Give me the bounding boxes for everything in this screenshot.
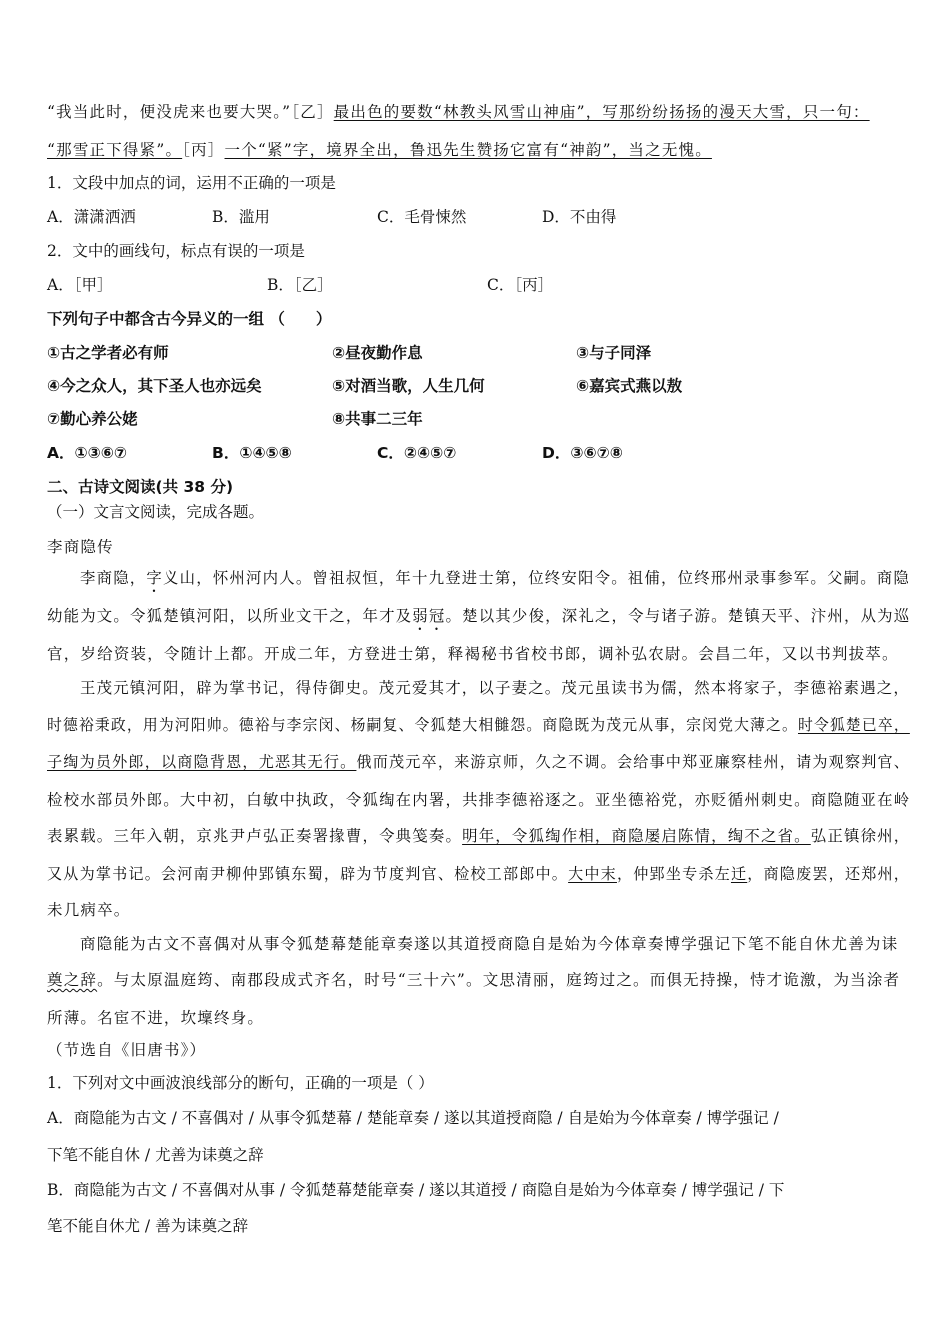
passage-text: 。与太原温庭筠、南郡段成式齐名，时号“三十六”。文思清丽，庭筠过之。而俱无持操，恃才诡激，为当涂者 [97,971,901,989]
passage-line [47,606,910,634]
sentence-item: ⑥嘉宾式燕以敖 [576,377,683,395]
underlined-sentence: 最出色的要数“林教头风雪山神庙”，写那纷纷扬扬的漫天大雪，只一句： [333,103,870,121]
question-stem: 2．文中的画线句，标点有误的一项是 [47,242,305,260]
sentence-item: ⑧共事二三年 [332,410,423,428]
option-c[interactable]: C．②④⑤⑦ [377,444,457,462]
dotted-word: 字 [146,569,164,587]
option-d[interactable]: D．③⑥⑦⑧ [542,444,623,462]
underlined-sentence: 明年，令狐绹作相，商隐屡启陈情，绹不之省。 [462,827,811,845]
passage-text: 又从为掌书记。会河南尹柳仲郢镇东蜀，辟为节度判官、检校工部郎中。 [47,865,569,883]
section-subheading: （一）文言文阅读，完成各题。 [47,503,265,521]
option-a-continued[interactable]: 下笔不能自休 / 尤善为诔奠之辞 [47,1146,264,1164]
passage-line [47,715,910,735]
passage-line: 王茂元镇河阳，辟为掌书记，得侍御史。茂元爱其才，以子妻之。茂元虽读书为儒，然本将家子，李德裕素遇之， [80,679,911,697]
wavy-underlined-text: 奠之辞 [47,971,98,989]
passage-line: 官，岁给资装，令随计上都。开成二年，方登进士第，释褐秘书省校书郎，调补弘农尉。会昌二年，又以书判拔萃。 [47,645,899,663]
passage-line: 商隐能为古文不喜偶对从事令狐楚幕楚能章奏遂以其道授商隐自是始为今体章奏博学强记下笔不能自休尤善为诔 [80,935,899,953]
option-b-continued[interactable]: 笔不能自休尤 / 善为诔奠之辞 [47,1217,249,1235]
sentence-item: ②昼夜勤作息 [332,344,423,362]
passage-line [47,752,910,772]
option-b[interactable]: B．①④⑤⑧ [212,444,292,462]
option-a[interactable]: A．商隐能为古文 / 不喜偶对 / 从事令狐楚幕 / 楚能章奏 / 遂以其道授商隐 / 自是始为今体章奏 / 博学强记 / [47,1109,779,1127]
underlined-word: 大中末 [568,865,617,883]
option-a[interactable]: A．潇潇洒洒 [47,208,136,226]
sentence-item: ③与子同泽 [576,344,652,362]
passage-text: 李商隐， [80,569,147,587]
passage-text: 时德裕秉政，用为河阳帅。德裕与李宗闵、杨嗣复、令狐楚大相雠怨。商隐既为茂元从事，宗闵党大薄之。 [47,716,798,734]
question-stem: 1．下列对文中画波浪线部分的断句，正确的一项是（ ） [47,1074,434,1092]
underlined-word: 迁 [730,865,748,883]
section-heading: 二、古诗文阅读(共 38 分) [47,478,234,496]
passage-line [80,568,910,596]
sentence-item: ⑤对酒当歌，人生几何 [332,377,485,395]
sentence-item: ④今之众人，其下圣人也亦远矣 [47,377,262,395]
underlined-sentence: 时令狐楚已卒， [797,716,910,734]
passage-text: “我当此时，便没虎来也要大哭。” [47,103,292,121]
underlined-sentence: “那雪正下得紧”。 [47,141,183,159]
option-b[interactable]: B．［乙］ [267,276,333,294]
passage-line [47,102,870,122]
marker-yi: ［乙］ [291,103,334,121]
passage-title: 李商隐传 [47,538,114,556]
option-b[interactable]: B．商隐能为古文 / 不喜偶对从事 / 令狐楚幕楚能章奏 / 遂以其道授 / 商隐自是始为今体章奏 / 博学强记 / 下 [47,1181,785,1199]
passage-text: 幼能为文。令狐楚镇河阳，以所业文干之，年才及 [47,607,413,625]
passage-text: 俄而茂元卒，来游京师，久之不调。会给事中郑亚廉察桂州，请为观察判官、 [356,753,911,771]
dotted-word: 弱冠 [412,607,446,625]
sentence-item: ⑦勤心养公姥 [47,410,138,428]
passage-line [47,140,712,160]
option-a[interactable]: A．①③⑥⑦ [47,444,127,462]
passage-line [47,970,900,990]
passage-line [47,864,910,884]
passage-line: 所薄。名宦不进，坎壈终身。 [47,1009,265,1027]
source-note: （节选自《旧唐书》） [47,1041,207,1059]
underlined-sentence: 子绹为员外郎，以商隐背恩，尤恶其无行。 [47,753,357,771]
underlined-sentence: 一个“紧”字，境界全出，鲁迅先生赞扬它富有“神韵”，当之无愧。 [224,141,712,159]
passage-line: 检校水部员外郎。大中初，白敏中执政，令狐绹在内署，共排李德裕逐之。亚坐德裕党，亦贬循州刺史。商隐随亚在岭 [47,791,911,809]
passage-text: 弘正镇徐州， [810,827,911,845]
question-stem: 1．文段中加点的词，运用不正确的一项是 [47,174,336,192]
marker-bing: ［丙］ [182,141,225,159]
passage-text: ，仲郢坐专杀左 [616,865,731,883]
option-b[interactable]: B．滥用 [212,208,270,226]
passage-text: 。楚以其少俊，深礼之，令与诸子游。楚镇天平、汴州，从为巡 [445,607,911,625]
option-d[interactable]: D．不由得 [542,208,617,226]
passage-line [47,826,910,846]
question-stem: 下列句子中都含古今异义的一组 （ ） [47,310,332,328]
sentence-item: ①古之学者必有师 [47,344,169,362]
passage-line: 未几病卒。 [47,901,131,919]
passage-text: 表累载。三年入朝，京兆尹卢弘正奏署掾曹，令典笺奏。 [47,827,463,845]
passage-text: 义山，怀州河内人。曾祖叔恒，年十九登进士第，位终安阳令。祖俌，位终邢州录事参军。父嗣。商隐 [163,569,911,587]
option-a[interactable]: A．［甲］ [47,276,113,294]
option-c[interactable]: C．毛骨悚然 [377,208,467,226]
option-c[interactable]: C．［丙］ [487,276,554,294]
passage-text: ，商隐废罢，还郑州， [747,865,911,883]
